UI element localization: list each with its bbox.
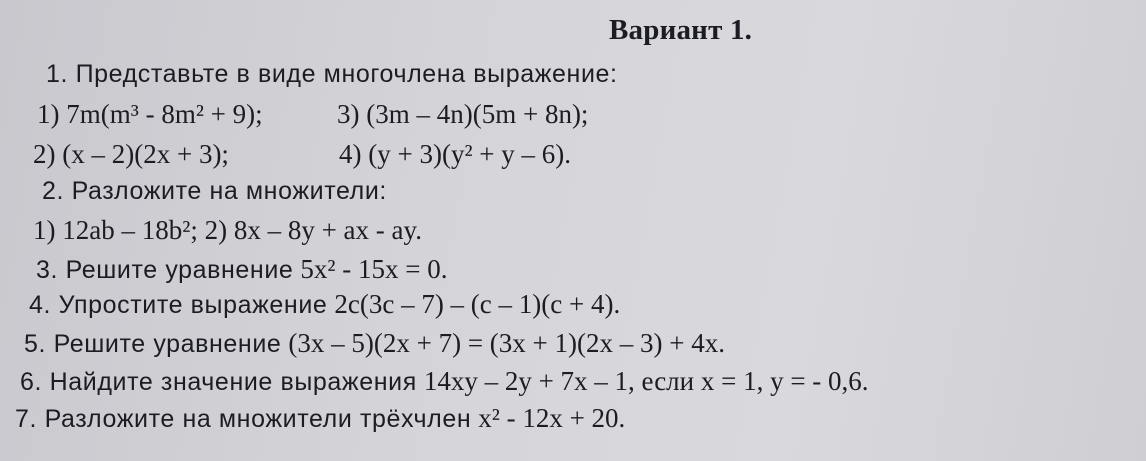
task-2-heading: 2. Разложите на множители: bbox=[42, 177, 387, 205]
task-3-expression: 5x² - 15x = 0. bbox=[300, 254, 448, 284]
task-4-expression: 2c(3c – 7) – (c – 1)(c + 4). bbox=[334, 289, 621, 319]
task-1-item-3: 3) (3m – 4n)(5m + 8n); bbox=[337, 99, 589, 129]
variant-title: Вариант 1. bbox=[609, 14, 753, 46]
task-6-text: 6. Найдите значение выражения bbox=[20, 368, 417, 396]
task-5-text: 5. Решите уравнение bbox=[24, 330, 282, 358]
task-1-item-4: 4) (y + 3)(y² + y – 6). bbox=[339, 139, 572, 169]
task-1-heading: 1. Представьте в виде многочлена выражение: bbox=[46, 60, 618, 88]
task-2-items: 1) 12ab – 18b²; 2) 8x – 8y + ax - ay. bbox=[33, 215, 422, 245]
task-4-text: 4. Упростите выражение bbox=[29, 291, 328, 319]
task-7-expression: x² - 12x + 20. bbox=[478, 403, 626, 433]
task-4 bbox=[29, 288, 620, 321]
task-6 bbox=[20, 365, 869, 398]
task-5 bbox=[24, 327, 725, 360]
task-3-text: 3. Решите уравнение bbox=[36, 256, 294, 284]
task-7 bbox=[15, 402, 625, 435]
task-1-item-1: 1) 7m(m³ - 8m² + 9); bbox=[37, 99, 263, 129]
task-5-expression: (3x – 5)(2x + 7) = (3x + 1)(2x – 3) + 4x. bbox=[288, 328, 725, 358]
task-6-expression: 14xy – 2y + 7x – 1, если x = 1, y = - 0,6. bbox=[423, 366, 869, 396]
task-3 bbox=[36, 253, 447, 286]
task-7-text: 7. Разложите на множители трёхчлен bbox=[15, 405, 472, 433]
task-1-item-2: 2) (x – 2)(2x + 3); bbox=[33, 139, 229, 169]
